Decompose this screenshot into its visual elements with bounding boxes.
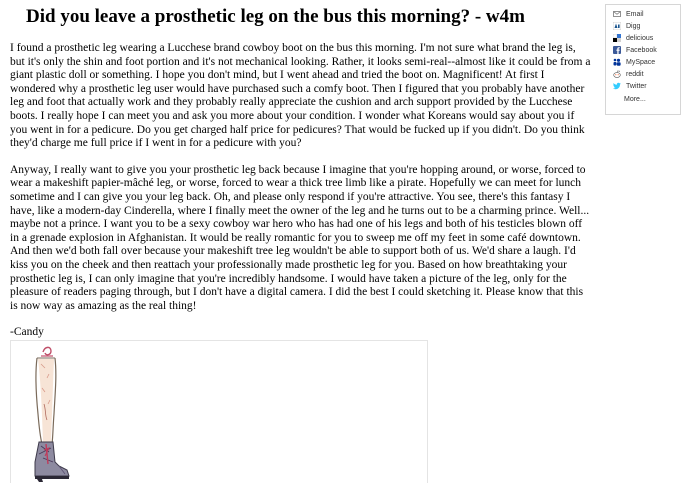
share-email-label: Email — [626, 10, 644, 18]
share-panel — [605, 4, 681, 115]
share-delicious[interactable] — [613, 32, 680, 44]
share-twitter-label: Twitter — [626, 82, 647, 90]
post-signature: -Candy — [10, 326, 44, 339]
share-myspace-label: MySpace — [626, 58, 656, 66]
share-digg[interactable] — [613, 20, 680, 32]
twitter-icon — [613, 82, 621, 90]
post-image-frame — [10, 340, 428, 483]
share-myspace[interactable] — [613, 56, 680, 68]
share-delicious-label: delicious — [626, 34, 654, 42]
post-title: Did you leave a prosthetic leg on the bus this morning? - w4m — [26, 6, 525, 27]
share-email[interactable] — [613, 8, 680, 20]
post-body — [10, 42, 592, 391]
facebook-icon — [613, 46, 621, 54]
reddit-icon — [613, 70, 621, 78]
envelope-icon — [613, 10, 621, 18]
share-reddit-label: reddit — [626, 70, 644, 78]
share-twitter[interactable] — [613, 80, 680, 92]
share-facebook[interactable] — [613, 44, 680, 56]
share-more-link[interactable]: More... — [624, 95, 646, 103]
digg-icon — [613, 22, 621, 30]
myspace-icon — [613, 58, 621, 66]
post-paragraph-1: I found a prosthetic leg wearing a Lucchese brand cowboy boot on the bus this morning. I'm not sure what brand the leg is, but it's only the shin and foot portion and it's not mechanical looking. Rather, it looks semi-real--almost like it could be from a giant plastic doll or something. I hope you don't mind, but I went ahead and tried the boot on. Magnificent! At first I wondered why a prosthetic leg user would have purchased such a comfy boot. Then I figured that you probably have another leg and foot that actually work and they probably really appreciate the cushion and arch support provided by the Lucchese boots. I really hope I can meet you and ask you more about your condition. I wonder what Koreans would say about you if you went in for a pedicure. Do you get charged half price for pedicures? That would be fucked up if you didn't. Do you think they'd charge me full price if I went in for a pedicure with you? — [10, 42, 591, 150]
delicious-icon — [613, 34, 621, 42]
share-facebook-label: Facebook — [626, 46, 657, 54]
share-digg-label: Digg — [626, 22, 641, 30]
prosthetic-leg-sketch[interactable] — [15, 344, 75, 483]
post-paragraph-2: Anyway, I really want to give you your prosthetic leg back because I imagine that you're hopping around, or worse, forced to wear a makeshift papier-mâché leg, or worse, forced to wear a thick tree limb like a pirate. Hopefully we can meet for lunch sometime and I can give you your leg back. Oh, and please only respond if you're attractive. You see, there's this fantasy I have, like a modern-day Cinderella, where I finally meet the owner of the leg and he turns out to be a charming prince. Well... maybe not a prince. I want you to be a sexy cowboy war hero who has had one of his legs and both of his testicles blown off in a grenade explosion in Afghanistan. It would be really romantic for you to sweep me off my feet in some café downtown. And then we'd both fall over because your makeshift tree leg wouldn't be able to support both of us. We'd share a laugh. I'd kiss you on the cheek and then reattach your professionally made prosthetic leg for you. Based on how breathtaking your prosthetic leg is, I can only imagine that you're incredibly handsome. I would have taken a picture of the leg, only for the pleasure of readers paging through, but I don't have a digital camera. I did the best I could sketching it. Please know that this is now way as amazing as the real thing! — [10, 163, 590, 312]
share-reddit[interactable] — [613, 68, 680, 80]
